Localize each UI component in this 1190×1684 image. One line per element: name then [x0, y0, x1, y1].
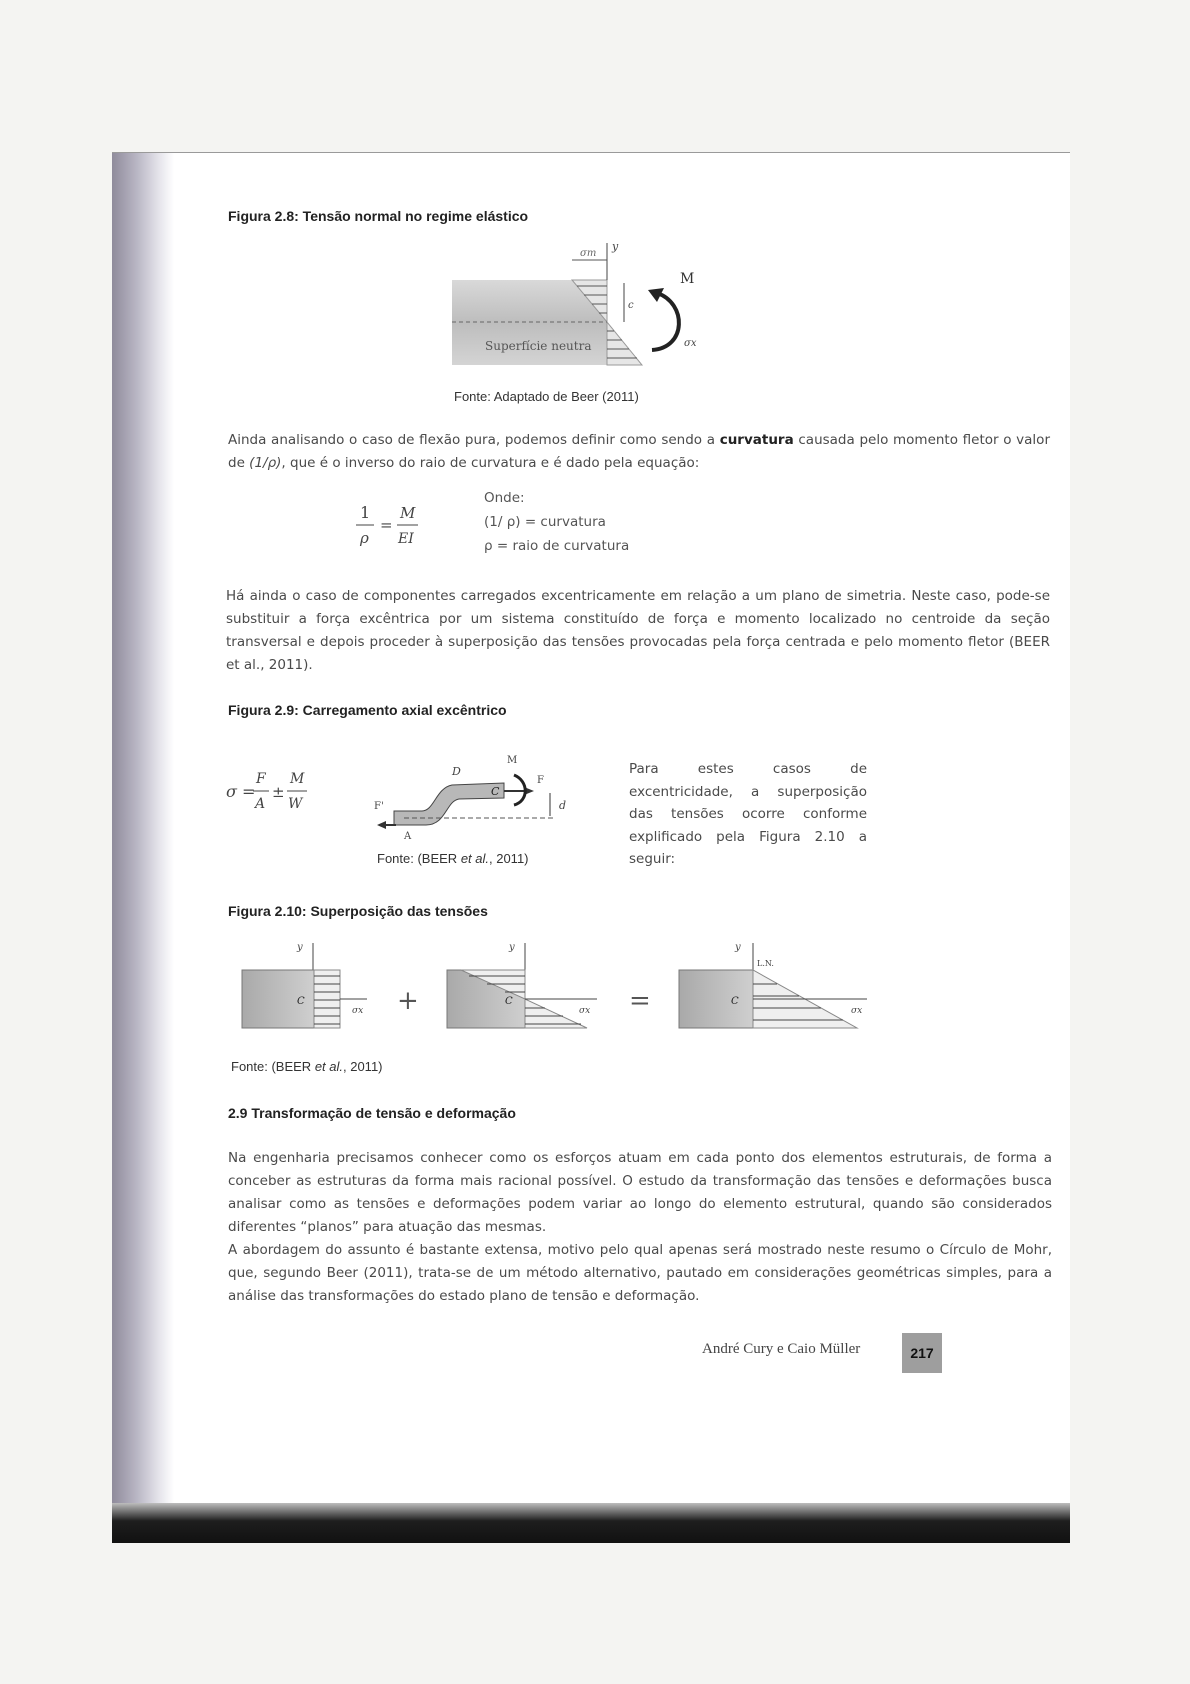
- paragraph-eccentric: Há ainda o caso de componentes carregados excentricamente em relação a um plano de simetria. Neste caso, pode-se substituir a força excêntrica por um sistema constituído de força e momento localizado no centroide da seção transversal e depois proceder à superposição das tensões provocadas pela força centrada e pelo momento fletor (BEER et al., 2011).: [226, 588, 1050, 673]
- eq-sigma: σ =: [226, 782, 256, 801]
- F-label: F: [537, 775, 544, 786]
- C-label-2: C: [505, 996, 513, 1007]
- legend-title: Onde:: [484, 490, 525, 506]
- book-binding-shadow: [112, 153, 174, 1543]
- sigma-x-label-2: σx: [579, 1006, 591, 1016]
- plus-sign: +: [397, 986, 419, 1016]
- sigma-x-label-3: σx: [851, 1006, 863, 1016]
- paragraph-transformation: Na engenharia precisamos conhecer como os esforços atuam em cada ponto dos elementos estruturais, de forma a conceber as estruturas da forma mais racional possível. O estudo da transformação das tensões e deformações busca analisar como as tensões e deformações podem variar ao longo do elemento estrutural, quando são considerados diferentes “planos” para atuação das mesmas.: [228, 1150, 1052, 1235]
- figure-2-9-side-text: Para estes casos de excentricidade, a superposição das tensões ocorre conforme explificado pela Figura 2.10 a seguir:: [629, 761, 867, 867]
- paragraph-mohr: A abordagem do assunto é bastante extensa, motivo pelo qual apenas será mostrado neste resumo o Círculo de Mohr, que, segundo Beer (2011), trata-se de um método alternativo, pautado em considerações geométricas simples, para a análise das transformações do estado plano de tensão e deformação.: [228, 1242, 1052, 1304]
- F-prime-label: F': [374, 801, 384, 812]
- legend-line-1: (1/ ρ) = curvatura: [484, 514, 606, 530]
- curvature-equation: [352, 501, 442, 551]
- d-label: d: [559, 799, 567, 812]
- neutral-surface-label: Superfície neutra: [485, 339, 592, 353]
- sigma-m-label: σm: [580, 248, 597, 259]
- figure-2-10-title: Figura 2.10: Superposição das tensões: [228, 903, 488, 919]
- equals-sign: =: [629, 986, 651, 1016]
- C-label: C: [491, 785, 500, 798]
- M-label: M: [507, 755, 518, 766]
- figure-2-9-diagram: [374, 743, 574, 843]
- stress-bottom: [607, 322, 642, 365]
- figure-2-8-source: Fonte: Adaptado de Beer (2011): [454, 389, 639, 404]
- eq-num-right: M: [400, 504, 416, 522]
- eq-F: F: [256, 771, 266, 787]
- moment-label: M: [680, 271, 695, 287]
- figure-2-8-title: Figura 2.8: Tensão normal no regime elástico: [228, 208, 529, 224]
- figure-2-9-source: Fonte: (BEER et al., 2011): [377, 851, 529, 866]
- eq-num-left: 1: [360, 503, 371, 522]
- eq-W: W: [288, 796, 303, 812]
- figure-2-8-diagram: [452, 238, 712, 378]
- figure-2-10-diagram: [237, 938, 917, 1048]
- eq-equals: =: [380, 516, 393, 534]
- A-label: A: [404, 831, 412, 842]
- eccentric-member: [394, 783, 504, 825]
- bottom-scan-shadow: [112, 1503, 1070, 1543]
- figure-2-10-source: Fonte: (BEER et al., 2011): [231, 1059, 383, 1074]
- figure-2-9-title: Figura 2.9: Carregamento axial excêntrico: [228, 702, 507, 718]
- equation-legend: [484, 486, 629, 558]
- C-label-1: C: [297, 996, 305, 1007]
- eq-pm: ±: [272, 783, 285, 801]
- c-label: c: [628, 300, 634, 311]
- LN-label: L.N.: [757, 959, 774, 968]
- sigma-x-label: σx: [684, 338, 697, 349]
- eq-den-left: ρ: [360, 529, 369, 547]
- bending-stress-block: [447, 942, 597, 1028]
- C-label-3: C: [731, 996, 739, 1007]
- section-heading: 2.9 Transformação de tensão e deformação: [228, 1105, 516, 1121]
- combined-stress-block: [679, 942, 867, 1028]
- axial-stress-block: [242, 942, 367, 1028]
- paragraph-curvature: Ainda analisando o caso de flexão pura, podemos definir como sendo a curvatura causada pelo momento fletor o valor de (1/ρ), que é o inverso do raio de curvatura e é dado pela equação:: [228, 432, 1050, 471]
- y-label: y: [612, 240, 619, 253]
- eccentric-equation: [224, 763, 334, 819]
- book-page: [112, 152, 1070, 1543]
- eq-M: M: [290, 771, 305, 787]
- y-label-1: y: [297, 942, 303, 953]
- y-label-3: y: [735, 942, 741, 953]
- footer-authors: André Cury e Caio Müller: [702, 1341, 861, 1357]
- eq-den-right: EI: [398, 531, 414, 547]
- D-label: D: [452, 765, 461, 778]
- y-label-2: y: [509, 942, 515, 953]
- moment-arrow: [652, 293, 679, 350]
- page-number: 217: [902, 1333, 942, 1373]
- legend-line-2: ρ = raio de curvatura: [484, 538, 630, 554]
- sigma-x-label-1: σx: [352, 1006, 364, 1016]
- eq-A: A: [255, 796, 266, 812]
